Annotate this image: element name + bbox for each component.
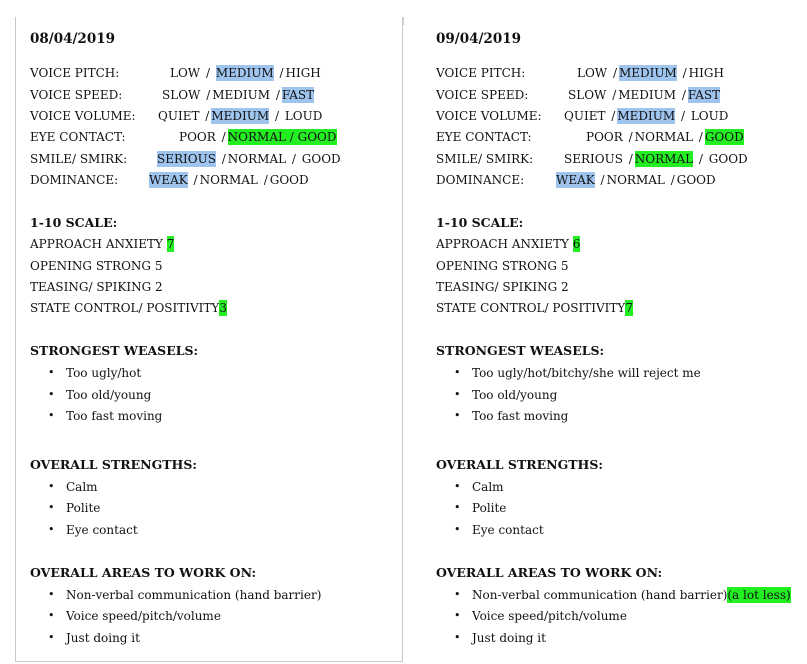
list-item: • Voice speed/pitch/volume	[436, 608, 627, 624]
list-item: • Eye contact	[436, 522, 544, 538]
rating-label: VOICE SPEED:	[436, 88, 529, 102]
list-item: • Calm	[436, 479, 504, 495]
scale-heading: 1-10 SCALE:	[30, 215, 118, 230]
scale-label: APPROACH ANXIETY	[436, 237, 569, 251]
rating-row-voice-pitch	[30, 64, 390, 82]
document-page-left	[15, 17, 403, 662]
scale-label: TEASING/ SPIKING	[436, 280, 558, 294]
note-highlighted: (a lot less)	[727, 588, 791, 602]
rating-row-voice-volume	[436, 107, 806, 125]
scale-label: APPROACH ANXIETY	[30, 237, 163, 251]
scale-row-opening-strong	[30, 258, 162, 274]
rating-label: VOICE PITCH:	[30, 66, 120, 80]
rating-label: VOICE VOLUME:	[436, 109, 542, 123]
page-date: 08/04/2019	[30, 31, 116, 47]
rating-label: EYE CONTACT:	[30, 130, 126, 144]
rating-options: LOW / MEDIUM / HIGH	[170, 66, 321, 80]
option: GOOD	[301, 152, 341, 166]
option-highlighted: FAST	[687, 88, 721, 102]
scale-label: OPENING STRONG	[436, 259, 557, 273]
option: SERIOUS	[564, 152, 623, 166]
list-item: • Polite	[436, 500, 506, 516]
list-item	[436, 587, 791, 603]
list-item: • Calm	[30, 479, 98, 495]
rating-label: VOICE PITCH:	[436, 66, 526, 80]
rating-label: SMILE/ SMIRK:	[30, 152, 128, 166]
option: GOOD	[269, 173, 309, 187]
list-item: • Polite	[30, 500, 100, 516]
option-highlighted: MEDIUM	[619, 66, 677, 80]
list-item: • Too ugly/hot/bitchy/she will reject me	[436, 365, 701, 381]
rating-options: POOR / NORMAL / GOOD	[179, 130, 337, 144]
rating-row-eye-contact	[436, 128, 806, 146]
option: LOUD	[690, 109, 729, 123]
rating-options: WEAK / NORMAL / GOOD	[556, 173, 716, 187]
scale-label: STATE CONTROL/ POSITIVITY	[30, 301, 220, 315]
option: GOOD	[676, 173, 716, 187]
rating-options: QUIET / MEDIUM / LOUD	[158, 109, 323, 123]
option: HIGH	[688, 66, 724, 80]
list-item: • Non-verbal communication (hand barrier)	[30, 587, 321, 603]
option-highlighted: MEDIUM	[617, 109, 676, 123]
list-item: • Too old/young	[436, 387, 557, 403]
option: SLOW	[568, 88, 607, 102]
rating-row-voice-volume	[30, 107, 390, 125]
scale-value: 3	[219, 301, 227, 315]
rating-row-smile-smirk	[436, 150, 806, 168]
strengths-heading: OVERALL STRENGTHS:	[30, 457, 198, 472]
list-item: • Voice speed/pitch/volume	[30, 608, 221, 624]
option-highlighted: FAST	[281, 88, 315, 102]
scale-row-approach-anxiety	[436, 236, 580, 252]
rating-options: SERIOUS / NORMAL / GOOD	[157, 152, 341, 166]
option: QUIET	[158, 109, 200, 123]
areas-heading: OVERALL AREAS TO WORK ON:	[436, 565, 663, 580]
weasels-heading: STRONGEST WEASELS:	[436, 343, 605, 358]
scale-value: 6	[572, 237, 581, 251]
rating-label: SMILE/ SMIRK:	[436, 152, 534, 166]
scale-row-state-control	[436, 300, 633, 316]
option-highlighted: WEAK	[149, 173, 188, 187]
scale-value: 2	[561, 280, 569, 294]
option: GOOD	[708, 152, 748, 166]
option: LOW	[577, 66, 608, 80]
option: NORMAL	[606, 173, 665, 187]
document-page-right	[420, 17, 807, 662]
option-highlighted: MEDIUM	[211, 109, 270, 123]
option: POOR	[586, 130, 623, 144]
option: HIGH	[285, 66, 321, 80]
scale-value: 5	[154, 259, 163, 273]
rating-row-dominance	[436, 171, 806, 189]
rating-label: VOICE SPEED:	[30, 88, 123, 102]
rating-row-dominance	[30, 171, 390, 189]
option: QUIET	[564, 109, 606, 123]
page-date: 09/04/2019	[436, 31, 522, 47]
scale-value: 7	[625, 301, 633, 315]
option: NORMAL	[634, 130, 693, 144]
option-highlighted: NORMAL	[634, 152, 694, 166]
option: NORMAL	[227, 152, 287, 166]
option: NORMAL	[199, 173, 258, 187]
list-item-text: Non-verbal communication (hand barrier)	[472, 588, 728, 602]
rating-options: POOR / NORMAL / GOOD	[586, 130, 744, 144]
rating-row-voice-pitch	[436, 64, 806, 82]
strengths-heading: OVERALL STRENGTHS:	[436, 457, 604, 472]
scale-row-teasing-spiking	[436, 279, 569, 295]
rating-options: SLOW / MEDIUM / FAST	[568, 88, 721, 102]
rating-row-smile-smirk	[30, 150, 390, 168]
option-highlighted: MEDIUM	[215, 66, 274, 80]
rating-options: SERIOUS / NORMAL / GOOD	[564, 152, 748, 166]
scale-value: 2	[155, 280, 163, 294]
scale-row-state-control	[30, 300, 227, 316]
scale-value: 7	[166, 237, 175, 251]
option-highlighted: GOOD	[704, 130, 744, 144]
rating-row-voice-speed	[436, 86, 806, 104]
rating-row-eye-contact	[30, 128, 390, 146]
scale-label: TEASING/ SPIKING	[30, 280, 152, 294]
rating-options: LOW / MEDIUM / HIGH	[577, 66, 724, 80]
weasels-heading: STRONGEST WEASELS:	[30, 343, 199, 358]
option: MEDIUM	[212, 88, 271, 102]
scale-value: 5	[560, 259, 569, 273]
rating-options: QUIET / MEDIUM / LOUD	[564, 109, 729, 123]
rating-label: EYE CONTACT:	[436, 130, 532, 144]
option-highlighted: WEAK	[556, 173, 595, 187]
option-highlighted: NORMAL / GOOD	[227, 130, 337, 144]
rating-label: VOICE VOLUME:	[30, 109, 136, 123]
rating-row-voice-speed	[30, 86, 390, 104]
scale-row-teasing-spiking	[30, 279, 163, 295]
option-highlighted: SERIOUS	[157, 152, 216, 166]
list-item: • Too ugly/hot	[30, 365, 141, 381]
list-item: • Eye contact	[30, 522, 138, 538]
rating-options: SLOW / MEDIUM / FAST	[162, 88, 315, 102]
areas-heading: OVERALL AREAS TO WORK ON:	[30, 565, 257, 580]
option: MEDIUM	[618, 88, 677, 102]
scale-label: OPENING STRONG	[30, 259, 151, 273]
list-item: • Just doing it	[30, 630, 140, 646]
rating-label: DOMINANCE:	[436, 173, 525, 187]
list-item: • Too fast moving	[30, 408, 162, 424]
scale-label: STATE CONTROL/ POSITIVITY	[436, 301, 626, 315]
scale-row-opening-strong	[436, 258, 568, 274]
option: LOW	[170, 66, 201, 80]
scale-row-approach-anxiety	[30, 236, 174, 252]
option: LOUD	[284, 109, 323, 123]
list-item: • Too old/young	[30, 387, 151, 403]
rating-options: WEAK / NORMAL / GOOD	[149, 173, 309, 187]
list-item: • Just doing it	[436, 630, 546, 646]
option: POOR	[179, 130, 216, 144]
option: SLOW	[162, 88, 201, 102]
scale-heading: 1-10 SCALE:	[436, 215, 524, 230]
list-item: • Too fast moving	[436, 408, 568, 424]
rating-label: DOMINANCE:	[30, 173, 119, 187]
